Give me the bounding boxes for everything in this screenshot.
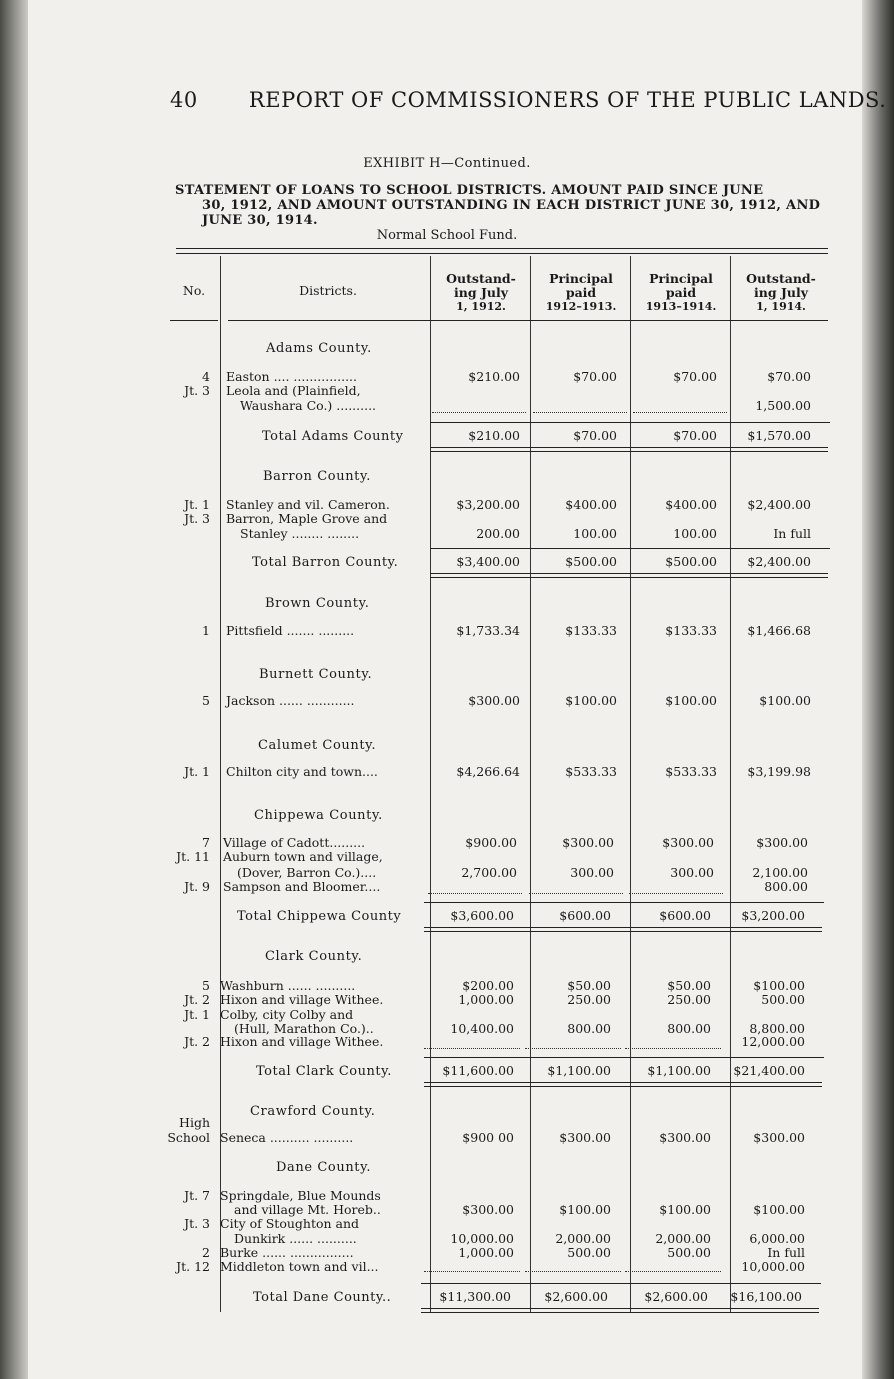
col-divider-no [220, 256, 221, 1312]
total-rule-below [430, 451, 828, 452]
total-paid-1912-1913: $600.00 [559, 908, 611, 923]
dot-leader [432, 412, 526, 413]
total-rule-below [430, 573, 828, 574]
district-name: Waushara Co.) .......... [240, 398, 377, 413]
district-name: Middleton town and vil... [220, 1259, 379, 1274]
running-header [170, 88, 886, 112]
paid-1912-1913: $400.00 [565, 497, 617, 512]
row-number: Jt. 3 [184, 1216, 210, 1231]
outstanding-1912: $200.00 [462, 978, 514, 993]
table-top-rule [176, 248, 828, 249]
col-divider-1 [430, 256, 431, 1312]
county-heading: Crawford County. [250, 1104, 376, 1119]
row-number: Jt. 11 [176, 849, 210, 864]
paid-1913-1914: 500.00 [667, 1245, 711, 1260]
col-divider-4 [730, 256, 731, 1312]
dot-leader [625, 1048, 721, 1049]
statement-line-3: JUNE 30, 1914. [202, 213, 318, 228]
row-number: 5 [202, 693, 210, 708]
outstanding-1914: 12,000.00 [741, 1034, 805, 1049]
total-rule-below [421, 1312, 819, 1313]
outstanding-1912: $4,266.64 [456, 764, 520, 779]
paid-1913-1914: 800.00 [667, 1021, 711, 1036]
outstanding-1912: $900 00 [462, 1130, 514, 1145]
row-number: 1 [202, 623, 210, 638]
dot-leader [424, 1048, 520, 1049]
fund-title: Normal School Fund. [376, 228, 518, 243]
paid-1912-1913: $133.33 [565, 623, 617, 638]
total-paid-1913-1914: $2,600.00 [644, 1289, 708, 1304]
district-name: and village Mt. Horeb.. [234, 1202, 381, 1217]
statement-line-1: STATEMENT OF LOANS TO SCHOOL DISTRICTS. AMOUNT PAID SINCE JUNE [175, 183, 764, 198]
total-outstanding-1912: $11,300.00 [439, 1289, 511, 1304]
county-heading: Barron County. [263, 469, 371, 484]
outstanding-1914: 500.00 [761, 992, 805, 1007]
row-number: Jt. 12 [176, 1259, 210, 1274]
total-paid-1912-1913: $1,100.00 [547, 1063, 611, 1078]
paid-1912-1913: 100.00 [573, 526, 617, 541]
outstanding-1912: $210.00 [468, 369, 520, 384]
exhibit-title: EXHIBIT H—Continued. [363, 156, 531, 171]
row-number: Jt. 3 [184, 511, 210, 526]
total-paid-1912-1913: $500.00 [565, 554, 617, 569]
paid-1913-1914: $50.00 [667, 978, 711, 993]
outstanding-1912: $900.00 [465, 835, 517, 850]
district-name: Hixon and village Withee. [220, 992, 384, 1007]
total-rule-below [430, 447, 828, 448]
dot-leader [424, 1271, 520, 1272]
total-rule-below [430, 577, 828, 578]
district-name: Chilton city and town.... [226, 764, 378, 779]
header-underline-no [170, 320, 218, 321]
page-number: 40 [170, 88, 198, 112]
paid-1912-1913: $100.00 [565, 693, 617, 708]
county-heading: Dane County. [276, 1160, 372, 1175]
dot-leader [633, 412, 727, 413]
dot-leader [529, 893, 623, 894]
dot-leader [428, 893, 522, 894]
district-name: (Hull, Marathon Co.).. [234, 1021, 374, 1036]
total-label: Total Adams County [262, 429, 404, 444]
row-number: Jt. 9 [184, 879, 210, 894]
total-outstanding-1912: $3,400.00 [456, 554, 520, 569]
row-number: Jt. 1 [184, 497, 210, 512]
district-name: Washburn ...... .......... [220, 978, 356, 993]
paid-1913-1914: $70.00 [673, 369, 717, 384]
total-outstanding-1912: $3,600.00 [450, 908, 514, 923]
paid-1912-1913: 800.00 [567, 1021, 611, 1036]
paid-1912-1913: 500.00 [567, 1245, 611, 1260]
paid-1913-1914: $400.00 [665, 497, 717, 512]
outstanding-1912: $300.00 [462, 1202, 514, 1217]
dot-leader [533, 412, 627, 413]
statement-line-2: 30, 1912, AND AMOUNT OUTSTANDING IN EACH DISTRICT JUNE 30, 1912, AND [202, 198, 821, 213]
district-name: Stanley and vil. Cameron. [226, 497, 390, 512]
total-rule-above [424, 902, 824, 903]
outstanding-1914: In full [773, 526, 811, 541]
paid-1913-1914: 2,000.00 [655, 1231, 711, 1246]
total-label: Total Chippewa County [237, 909, 402, 924]
outstanding-1912: $3,200.00 [456, 497, 520, 512]
paid-1912-1913: $533.33 [565, 764, 617, 779]
outstanding-1912: 10,000.00 [450, 1231, 514, 1246]
paid-1912-1913: 300.00 [570, 865, 614, 880]
county-heading: Chippewa County. [254, 808, 383, 823]
outstanding-1914: In full [767, 1245, 805, 1260]
total-paid-1913-1914: $500.00 [665, 554, 717, 569]
county-heading: Adams County. [266, 341, 372, 356]
outstanding-1914: 10,000.00 [741, 1259, 805, 1274]
total-label: Total Clark County. [256, 1064, 392, 1079]
outstanding-1912: 1,000.00 [458, 992, 514, 1007]
table-top-rule-2 [176, 253, 828, 254]
col-divider-3 [630, 256, 631, 1312]
district-name: Auburn town and village, [223, 849, 383, 864]
row-number: School [167, 1130, 210, 1145]
row-number: 4 [202, 369, 210, 384]
total-paid-1912-1913: $2,600.00 [544, 1289, 608, 1304]
outstanding-1914: 1,500.00 [755, 398, 811, 413]
row-number: Jt. 3 [184, 383, 210, 398]
paid-1912-1913: $70.00 [573, 369, 617, 384]
outstanding-1914: $3,199.98 [747, 764, 811, 779]
district-name: Jackson ...... ............ [226, 693, 355, 708]
row-number: 2 [202, 1245, 210, 1260]
total-rule-above [430, 422, 830, 423]
district-name: Pittsfield ....... ......... [226, 623, 355, 638]
paid-1913-1914: $533.33 [665, 764, 717, 779]
county-heading: Calumet County. [258, 738, 377, 753]
total-outstanding-1914: $3,200.00 [741, 908, 805, 923]
total-outstanding-1912: $210.00 [468, 428, 520, 443]
district-name: Sampson and Bloomer.... [223, 879, 381, 894]
paid-1913-1914: 100.00 [673, 526, 717, 541]
district-name: Barron, Maple Grove and [226, 511, 388, 526]
total-rule-above [424, 1057, 824, 1058]
total-rule-below [424, 927, 822, 928]
col-header-districts: Districts. [299, 283, 357, 298]
paid-1913-1914: 250.00 [667, 992, 711, 1007]
outstanding-1914: $300.00 [756, 835, 808, 850]
row-number: Jt. 2 [184, 1034, 210, 1049]
paid-1913-1914: $133.33 [665, 623, 717, 638]
total-rule-below [424, 1086, 822, 1087]
total-label: Total Barron County. [252, 555, 399, 570]
col-header-no: No. [182, 283, 206, 298]
total-rule-above [430, 548, 830, 549]
paid-1913-1914: 300.00 [670, 865, 714, 880]
dot-leader [525, 1271, 621, 1272]
total-rule-below [421, 1308, 819, 1309]
district-name: Stanley ........ ........ [240, 526, 360, 541]
outstanding-1914: 2,100.00 [752, 865, 808, 880]
row-number: Jt. 7 [184, 1188, 210, 1203]
district-name: Leola and (Plainfield, [226, 383, 361, 398]
total-outstanding-1914: $16,100.00 [730, 1289, 802, 1304]
district-name: Dunkirk ...... .......... [234, 1231, 357, 1246]
district-name: Hixon and village Withee. [220, 1034, 384, 1049]
total-paid-1912-1913: $70.00 [573, 428, 617, 443]
outstanding-1914: $2,400.00 [747, 497, 811, 512]
district-name: City of Stoughton and [220, 1216, 360, 1231]
header-underline [228, 320, 828, 321]
paid-1913-1914: $300.00 [662, 835, 714, 850]
outstanding-1914: $1,466.68 [747, 623, 811, 638]
county-heading: Clark County. [265, 949, 363, 964]
total-outstanding-1912: $11,600.00 [442, 1063, 514, 1078]
paid-1912-1913: 250.00 [567, 992, 611, 1007]
county-heading: Burnett County. [259, 667, 373, 682]
paid-1912-1913: $50.00 [567, 978, 611, 993]
dot-leader [629, 893, 723, 894]
district-name: (Dover, Barron Co.).... [237, 865, 377, 880]
dot-leader [525, 1048, 621, 1049]
outstanding-1914: 6,000.00 [749, 1231, 805, 1246]
total-outstanding-1914: $21,400.00 [733, 1063, 805, 1078]
total-rule-above [421, 1283, 821, 1284]
dot-leader [625, 1271, 721, 1272]
paid-1912-1913: $300.00 [559, 1130, 611, 1145]
paid-1912-1913: 2,000.00 [555, 1231, 611, 1246]
total-paid-1913-1914: $1,100.00 [647, 1063, 711, 1078]
paid-1913-1914: $100.00 [659, 1202, 711, 1217]
outstanding-1914: 800.00 [764, 879, 808, 894]
total-outstanding-1914: $1,570.00 [747, 428, 811, 443]
outstanding-1912: 200.00 [476, 526, 520, 541]
outstanding-1914: $300.00 [753, 1130, 805, 1145]
district-name: Colby, city Colby and [220, 1007, 354, 1022]
outstanding-1912: 1,000.00 [458, 1245, 514, 1260]
paid-1912-1913: $300.00 [562, 835, 614, 850]
outstanding-1914: $100.00 [753, 1202, 805, 1217]
total-rule-below [424, 931, 822, 932]
outstanding-1912: 2,700.00 [461, 865, 517, 880]
district-name: Village of Cadott......... [223, 835, 366, 850]
outstanding-1914: $100.00 [759, 693, 811, 708]
total-outstanding-1914: $2,400.00 [747, 554, 811, 569]
row-number: Jt. 1 [184, 1007, 210, 1022]
total-paid-1913-1914: $70.00 [673, 428, 717, 443]
district-name: Seneca .......... .......... [220, 1130, 354, 1145]
row-number: High [179, 1115, 210, 1130]
outstanding-1912: $1,733.34 [456, 623, 520, 638]
outstanding-1912: $300.00 [468, 693, 520, 708]
outstanding-1912: 10,400.00 [450, 1021, 514, 1036]
row-number: Jt. 1 [184, 764, 210, 779]
outstanding-1914: 8,800.00 [749, 1021, 805, 1036]
row-number: Jt. 2 [184, 992, 210, 1007]
district-name: Easton .... ................ [226, 369, 358, 384]
county-heading: Brown County. [265, 596, 370, 611]
total-paid-1913-1914: $600.00 [659, 908, 711, 923]
outstanding-1914: $70.00 [767, 369, 811, 384]
total-label: Total Dane County.. [253, 1290, 392, 1305]
running-title: REPORT OF COMMISSIONERS OF THE PUBLIC LANDS. [248, 88, 887, 112]
paid-1912-1913: $100.00 [559, 1202, 611, 1217]
district-name: Springdale, Blue Mounds [220, 1188, 381, 1203]
total-rule-below [424, 1082, 822, 1083]
paid-1913-1914: $300.00 [659, 1130, 711, 1145]
outstanding-1914: $100.00 [753, 978, 805, 993]
row-number: 5 [202, 978, 210, 993]
col-divider-2 [530, 256, 531, 1312]
paid-1913-1914: $100.00 [665, 693, 717, 708]
district-name: Burke ...... ................ [220, 1245, 354, 1260]
row-number: 7 [202, 835, 210, 850]
